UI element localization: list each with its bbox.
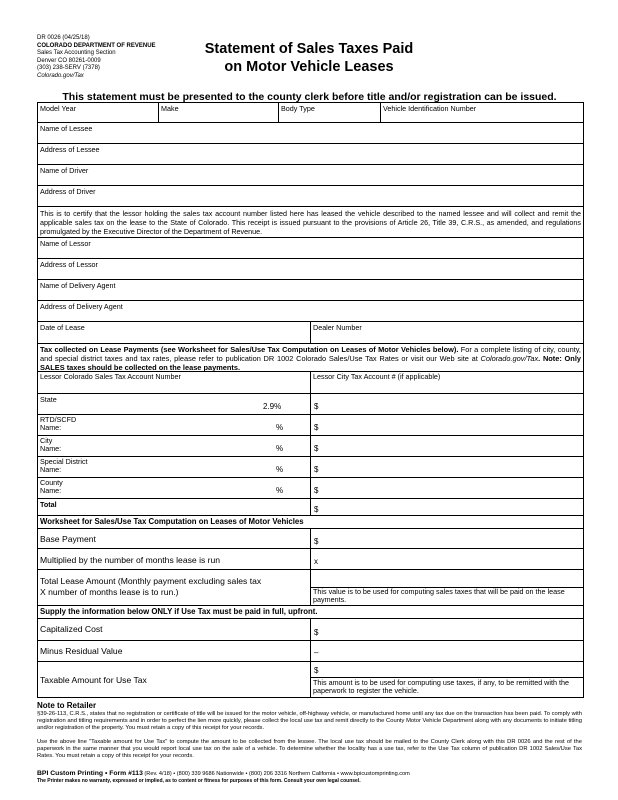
sales-note: This value is to be used for computing sales taxes that will be paid on the lease payments.	[313, 587, 565, 604]
lease-date-row[interactable]	[38, 322, 583, 344]
dollar-sign: $	[314, 423, 319, 432]
department-name: COLORADO DEPARTMENT OF REVENUE	[37, 42, 156, 49]
lessor-account-label: Lessor Colorado Sales Tax Account Number	[40, 372, 181, 381]
minus-residual-row[interactable]	[38, 641, 583, 662]
county-label: County	[40, 478, 63, 487]
tax-heading-text: For a complete listing of city, county, and special district taxes and tax rates, please refer to publication DR 1002 Colorado Sales/Use Tax Rates or visit our Web site at	[40, 345, 581, 363]
city-label: City	[40, 436, 53, 445]
website: Colorado.gov/Tax	[37, 72, 84, 79]
form-table	[37, 102, 584, 698]
city-zip: Denver CO 80261-0009	[37, 57, 101, 64]
base-payment-row[interactable]	[38, 529, 583, 549]
name-label: Name:	[40, 423, 62, 432]
dollar-sign: $	[314, 402, 319, 411]
printer-footer	[37, 770, 410, 777]
title-line-2: on Motor Vehicle Leases	[224, 59, 394, 75]
tax-heading-note: . Note: Only SALES taxes should be collected on the lease payments.	[40, 354, 581, 372]
vin-label: Vehicle Identification Number	[383, 104, 477, 113]
use-tax-heading	[38, 606, 583, 619]
lessor-name-label: Name of Lessor	[40, 239, 91, 248]
base-payment-label: Base Payment	[40, 534, 96, 544]
use-tax-title: Supply the information below ONLY if Use Tax must be paid in full, upfront.	[40, 607, 318, 616]
printer-name: BPI Custom Printing • Form #113	[37, 770, 143, 777]
delivery-address-label: Address of Delivery Agent	[40, 302, 123, 311]
state-rate: 2.9%	[263, 402, 282, 411]
dollar-sign: $	[314, 505, 319, 514]
tax-row-special-district[interactable]	[38, 457, 583, 478]
percent-sign: %	[276, 465, 284, 474]
tax-row-total[interactable]	[38, 499, 583, 516]
phone: (303) 238-SERV (7378)	[37, 65, 100, 72]
lessor-name-field[interactable]	[38, 238, 583, 259]
dollar-sign: $	[314, 666, 319, 675]
certify-text: This is to certify that the lessor holding the sales tax account number listed here has leased the vehicle described to the named lessee and will collect and remit the applicable sales tax on the lease to the State of Colorado. This receipt is issued pursuant to the provisions of Article 26, Title 39, C.R.S., as amended, and regulations promulgated by the Executive Director of the Department of Revenue.	[40, 209, 581, 236]
multiplied-row[interactable]	[38, 549, 583, 570]
dollar-sign: $	[314, 444, 319, 453]
worksheet-heading	[38, 516, 583, 529]
county-label-block	[40, 479, 63, 495]
tax-heading-link: Colorado.gov/Tax	[480, 354, 539, 363]
retailer-note-para-2: Use the above line "Taxable amount for Use Tax" to compute the amount to be collected from the lessee. The local use tax should be mailed to the County Clerk along with this DR 0026 and the rest of the paperwork in the same manner that you would report local use tax on the sale of a vehicle. To determine whether the locality has a use tax, refer to the Use Tax column of publication DR 1002 Sales/Use Tax Rates. You must retain a copy of this receipt for your records.	[37, 739, 582, 760]
delivery-address-field[interactable]	[38, 301, 583, 322]
capitalized-cost-label: Capitalized Cost	[40, 624, 103, 634]
retailer-note-para-1: §39-26-113, C.R.S., states that no registration or certificate of title will be issued for the motor vehicle, off-highway vehicle, or manufactured home until any tax due on the transaction has been paid. To comply with registration and titling requirements and in order to perfect the lien more quickly, please collect the local use tax and remit directly to the County Motor Vehicle Department along with any documents to initiate titling and/or registration of the property. You must retain a copy of this receipt for your records.	[37, 711, 582, 732]
form-title	[186, 40, 432, 76]
tax-row-city[interactable]	[38, 436, 583, 457]
special-district-label: Special District	[40, 457, 88, 466]
section-name: Sales Tax Accounting Section	[37, 50, 116, 57]
retailer-note-title: Note to Retailer	[37, 701, 97, 710]
tax-heading-bold: Tax collected on Lease Payments (see Worksheet for Sales/Use Tax Computation on Leases of Motor Vehicles below).	[40, 345, 459, 354]
city-account-label: Lessor City Tax Account # (if applicable)	[313, 372, 441, 381]
state-label: State	[40, 395, 57, 404]
vehicle-row[interactable]	[38, 103, 583, 123]
special-label-block	[40, 458, 88, 474]
make-label: Make	[161, 104, 179, 113]
city-label-block	[40, 437, 61, 453]
total-lease-line-1: Total Lease Amount (Monthly payment excluding sales tax	[40, 576, 262, 586]
name-label: Name:	[40, 486, 62, 495]
percent-sign: %	[276, 423, 284, 432]
lessee-address-field[interactable]	[38, 144, 583, 165]
account-numbers-row[interactable]	[38, 372, 583, 394]
total-lease-row[interactable]	[38, 570, 583, 606]
minus-residual-label: Minus Residual Value	[40, 646, 123, 656]
driver-name-label: Name of Driver	[40, 166, 89, 175]
capitalized-cost-row[interactable]	[38, 619, 583, 641]
dollar-sign: $	[314, 486, 319, 495]
title-line-1: Statement of Sales Taxes Paid	[204, 41, 414, 57]
tax-section-heading	[38, 344, 583, 372]
multiplied-label: Multiplied by the number of months lease is run	[40, 555, 221, 565]
name-label: Name:	[40, 465, 62, 474]
lessor-address-field[interactable]	[38, 259, 583, 280]
percent-sign: %	[276, 444, 284, 453]
lessee-name-field[interactable]	[38, 123, 583, 144]
certify-statement	[38, 207, 583, 238]
multiply-mark: x	[314, 557, 318, 566]
dollar-sign: $	[314, 465, 319, 474]
percent-sign: %	[276, 486, 284, 495]
taxable-amount-label: Taxable Amount for Use Tax	[40, 675, 147, 685]
delivery-agent-label: Name of Delivery Agent	[40, 281, 116, 290]
body-type-label: Body Type	[281, 104, 315, 113]
tax-row-rtd[interactable]	[38, 415, 583, 436]
taxable-amount-row[interactable]	[38, 662, 583, 698]
date-of-lease-label: Date of Lease	[40, 323, 85, 332]
use-note: This amount is to be used for computing use taxes, if any, to be remitted with the paperwork to register the vehicle.	[313, 678, 569, 695]
notice: This statement must be presented to the county clerk before title and/or registration can be issued.	[62, 91, 557, 103]
rtd-label-block	[40, 416, 76, 432]
header-agency-block	[37, 35, 156, 81]
dealer-number-label: Dealer Number	[313, 323, 362, 332]
tax-row-county[interactable]	[38, 478, 583, 499]
driver-address-field[interactable]	[38, 186, 583, 207]
total-label: Total	[40, 500, 57, 509]
driver-name-field[interactable]	[38, 165, 583, 186]
lessor-address-label: Address of Lessor	[40, 260, 98, 269]
printer-disclaimer: The Printer makes no warranty, expressed or implied, as to content or fitness for purposes of this form. Consult your own legal counsel.	[37, 778, 361, 784]
driver-address-label: Address of Driver	[40, 187, 96, 196]
lessee-address-label: Address of Lessee	[40, 145, 100, 154]
dollar-sign: $	[314, 628, 319, 637]
lessee-name-label: Name of Lessee	[40, 124, 93, 133]
delivery-agent-field[interactable]	[38, 280, 583, 301]
worksheet-title: Worksheet for Sales/Use Tax Computation on Leases of Motor Vehicles	[40, 517, 304, 526]
model-year-label: Model Year	[40, 104, 76, 113]
rtd-label: RTD/SCFD	[40, 415, 77, 424]
printer-details: (Rev. 4/18) • (800) 339 9686 Nationwide • (800) 206 3316 Northern California • www.bpicustomprinting.com	[142, 771, 410, 777]
total-lease-line-2: X number of months lease is to run.)	[40, 587, 179, 597]
form-number: DR 0026 (04/25/18)	[37, 35, 90, 41]
minus-mark: –	[314, 648, 319, 657]
dollar-sign: $	[314, 537, 319, 546]
total-lease-label	[40, 576, 261, 598]
tax-row-state[interactable]	[38, 394, 583, 415]
name-label: Name:	[40, 444, 62, 453]
